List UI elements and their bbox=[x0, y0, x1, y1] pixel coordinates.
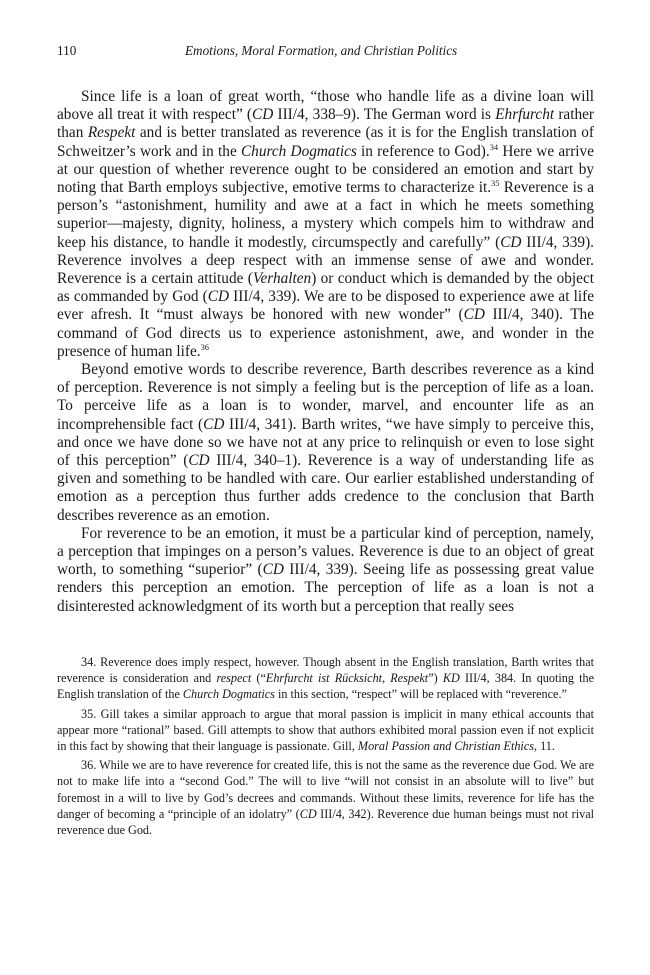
running-header bbox=[57, 43, 594, 63]
footnote-marker: 34 bbox=[489, 142, 499, 152]
footnote-34 bbox=[57, 654, 594, 703]
italic-text: CD bbox=[299, 806, 317, 821]
italic-text: CD bbox=[500, 233, 522, 251]
footnote-marker: 35 bbox=[491, 178, 500, 188]
page-number: 110 bbox=[57, 43, 77, 58]
body-paragraph bbox=[57, 525, 594, 616]
text-run: Since life is a loan of great worth, “those who handle life as a divine loan will above all treat it with respect” ( bbox=[57, 88, 594, 124]
footnote-35 bbox=[57, 706, 594, 755]
italic-text: CD bbox=[262, 561, 284, 579]
italic-text: Respekt bbox=[87, 124, 136, 142]
text-run: in reference to God). bbox=[356, 142, 490, 160]
body-paragraph bbox=[57, 361, 594, 525]
italic-text: Moral Passion and Christian Ethics bbox=[357, 739, 534, 754]
italic-text: KD bbox=[442, 671, 460, 686]
italic-text: Church Dogmatics bbox=[182, 687, 275, 702]
footnotes bbox=[57, 654, 594, 841]
text-run: ”) bbox=[428, 671, 443, 686]
text-run: III/4, 338–9). The German word is bbox=[273, 106, 496, 124]
main-text bbox=[57, 88, 594, 616]
footnote-marker: 36 bbox=[200, 342, 209, 352]
text-run: III/4, 341). Barth writes, “we have simply to perceive this, and once we have done so we have not at any price to relinquish or even to lose sight of this perception” ( bbox=[57, 415, 594, 470]
text-run: Here we arrive at our question of whether reverence ought to be considered an emotion and start by noting that Barth employs subjective, emotive terms to characterize it. bbox=[57, 142, 594, 197]
italic-text: CD bbox=[252, 106, 274, 124]
footnote-36 bbox=[57, 757, 594, 838]
text-run: Beyond emotive words to describe reverence, Barth describes reverence as a kind of perception. Reverence is not simply a feeling but is the perception of life as a loan. To perceive life as a loan is to wonder, marvel, and encounter life as an incomprehensible fact ( bbox=[57, 361, 594, 433]
text-run: III/4, 340). The command of God directs us to experience astonishment, awe, and wonder in the presence of human life. bbox=[57, 306, 594, 360]
italic-text: Ehrfurcht bbox=[495, 106, 555, 124]
text-run: For reverence to be an emotion, it must be a particular kind of perception, namely, a perception that impinges on a person’s values. Reverence is due to an object of great worth, to something “superior” ( bbox=[57, 524, 594, 579]
italic-text: CD bbox=[188, 452, 210, 470]
text-run: rather than bbox=[57, 106, 594, 142]
text-run: III/4, 339). Reverence involves a deep respect with an immense sense of awe and wonder. Reverence is a certain attitude ( bbox=[57, 233, 594, 288]
text-run: 35. Gill takes a similar approach to argue that moral passion is implicit in many ethical accounts that appear more “rational” based. Gill attempts to show that authors exhibited moral passion even if not explicit in this fact by showing that their language is passionate. Gill, bbox=[57, 706, 594, 754]
text-run: and is better translated as reverence (as it is for the English translation of Schweitzer’s work and in the bbox=[57, 124, 594, 160]
italic-text: Ehrfurcht ist Rücksicht, Respekt bbox=[265, 671, 429, 686]
text-run: in this section, “respect” will be replaced with “reverence.” bbox=[274, 687, 567, 702]
italic-text: Verhalten bbox=[252, 270, 312, 288]
text-run: ) or conduct which is demanded by the object as commanded by God ( bbox=[57, 270, 594, 306]
text-run: 34. Reverence does imply respect, however. Though absent in the English translation, Barth writes that reverence is consideration and bbox=[57, 655, 594, 686]
text-run: III/4, 342). Reverence due human beings must not rival reverence due God. bbox=[57, 806, 594, 838]
text-run: (“ bbox=[251, 671, 266, 686]
italic-text: CD bbox=[463, 306, 485, 324]
text-run: III/4, 339). Seeing life as possessing great value renders this perception an emotion. The perception of life as a loan is not a disinterested acknowledgment of its worth but a perception that really sees bbox=[57, 561, 594, 615]
body-paragraph bbox=[57, 88, 594, 361]
italic-text: CD bbox=[203, 415, 225, 433]
text-run: III/4, 339). We are to be disposed to experience awe at life ever afresh. It “must always be honored with new wonder” ( bbox=[57, 288, 594, 324]
text-run: III/4, 384. In quoting the English translation of the bbox=[57, 671, 595, 702]
italic-text: CD bbox=[207, 288, 230, 306]
text-run: III/4, 340–1). Reverence is a way of understanding life as given and something to be handled with care. Our earlier established understanding of emotion as a perception thus further adds credence to the conclusion that Barth describes reverence as an emotion. bbox=[57, 452, 594, 524]
text-run: Reverence is a person’s “astonishment, humility and awe at a fact in which he meets something superior—majesty, dignity, holiness, a mystery which compels him to withdraw and keep his distance, to handle it modestly, circumspectly and carefully” ( bbox=[57, 179, 594, 251]
italic-text: Church Dogmatics bbox=[240, 142, 357, 160]
running-title: Emotions, Moral Formation, and Christian Politics bbox=[185, 43, 458, 58]
text-run: , 11. bbox=[533, 739, 555, 754]
italic-text: respect bbox=[216, 671, 252, 686]
text-run: 36. While we are to have reverence for created life, this is not the same as the reverence due God. We are not to make life into a “second God.” The will to live “will not consist in an absolute will to live” but foremost in a will to live by God’s decrees and commands. Without these limits, reverence for life has the danger of becoming a “principle of an idolatry” ( bbox=[57, 758, 594, 821]
